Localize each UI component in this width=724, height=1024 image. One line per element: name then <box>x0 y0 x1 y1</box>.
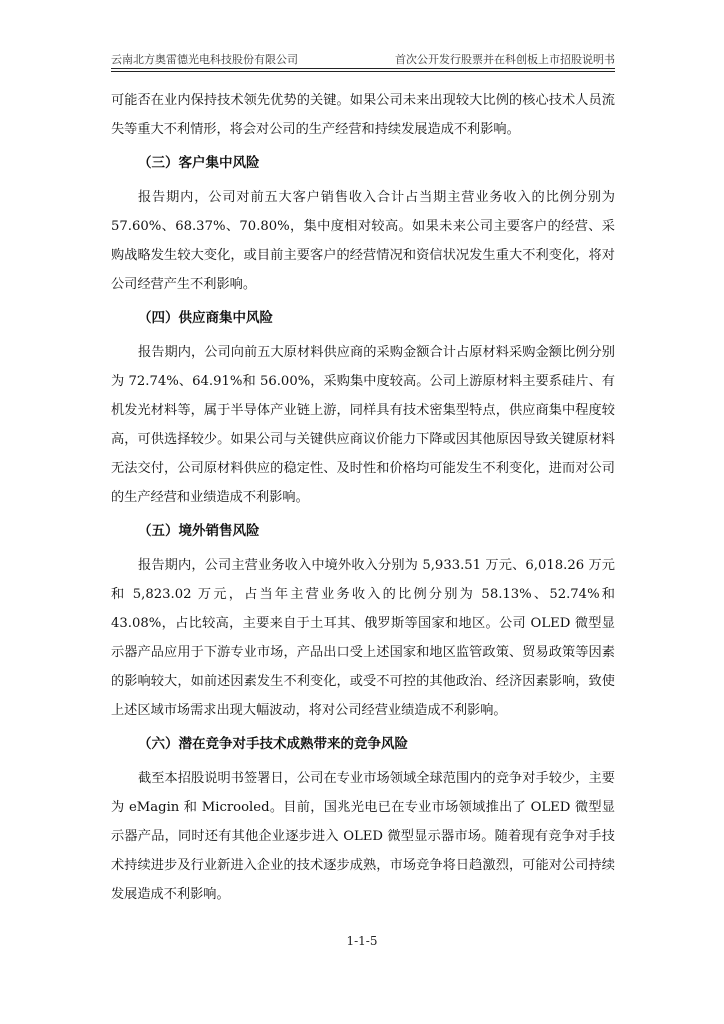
page-header <box>111 50 615 69</box>
paragraph-continued: 可能否在业内保持技术领先优势的关键。如果公司未来出现较大比例的核心技术人员流失等重大不利情形，将会对公司的生产经营和持续发展造成不利影响。 <box>111 93 615 137</box>
paragraph-supplier-concentration: 报告期内，公司向前五大原材料供应商的采购金额合计占原材料采购金额比例分别为 72.74%、64.91%和 56.00%，采购集中度较高。公司上游原材料主要系硅片、有机发光材料等，属于半导体产业链上游，同样具有技术密集型特点，供应商集中程度较高，可供选择较少。如果公司与关键供应商议价能力下降或因其他原因导致关键原材料无法交付，公司原材料供应的稳定性、及时性和价格均可能发生不利变化，进而对公司的生产经营和业绩造成不利影响。 <box>111 345 615 505</box>
page-body <box>111 86 615 909</box>
section-heading-competition-risk: （六）潜在竞争对手技术成熟带来的竞争风险 <box>138 736 408 752</box>
header-company-name: 云南北方奥雷德光电科技股份有限公司 <box>111 53 298 66</box>
section-heading-supplier-concentration: （四）供应商集中风险 <box>138 310 273 326</box>
paragraph-customer-concentration: 报告期内，公司对前五大客户销售收入合计占当期主营业务收入的比例分别为 57.60%、68.37%、70.80%，集中度相对较高。如果未来公司主要客户的经营、采购战略发生较大变化，或目前主要客户的经营情况和资信状况发生重大不利变化，将对公司经营产生不利影响。 <box>111 190 615 292</box>
page-number: 1-1-5 <box>346 934 378 948</box>
paragraph-overseas-sales: 报告期内，公司主营业务收入中境外收入分别为 5,933.51 万元、6,018.26 万元和 5,823.02 万元，占当年主营业务收入的比例分别为 58.13%、52.74%和 43.08%，占比较高，主要来自于土耳其、俄罗斯等国家和地区。公司 OLED 微型显示器产品应用于下游专业市场，产品出口受上述国家和地区监管政策、贸易政策等因素的影响较大，如前述因素发生不利变化，或受不可控的其他政治、经济因素影响，致使上述区域市场需求出现大幅波动，将对公司经营业绩造成不利影响。 <box>111 558 615 718</box>
section-heading-overseas-sales: （五）境外销售风险 <box>138 523 260 539</box>
section-heading-customer-concentration: （三）客户集中风险 <box>138 155 260 171</box>
header-document-title: 首次公开发行股票并在科创板上市招股说明书 <box>395 53 615 66</box>
paragraph-competition-risk: 截至本招股说明书签署日，公司在专业市场领域全球范围内的竞争对手较少，主要为 eMagin 和 Microoled。目前，国兆光电已在专业市场领域推出了 OLED 微型显示器产品，同时还有其他企业逐步进入 OLED 微型显示器市场。随着现有竞争对手技术持续进步及行业新进入企业的技术逐步成熟，市场竞争将日趋激烈，可能对公司持续发展造成不利影响。 <box>111 771 615 902</box>
header-divider <box>111 71 615 72</box>
